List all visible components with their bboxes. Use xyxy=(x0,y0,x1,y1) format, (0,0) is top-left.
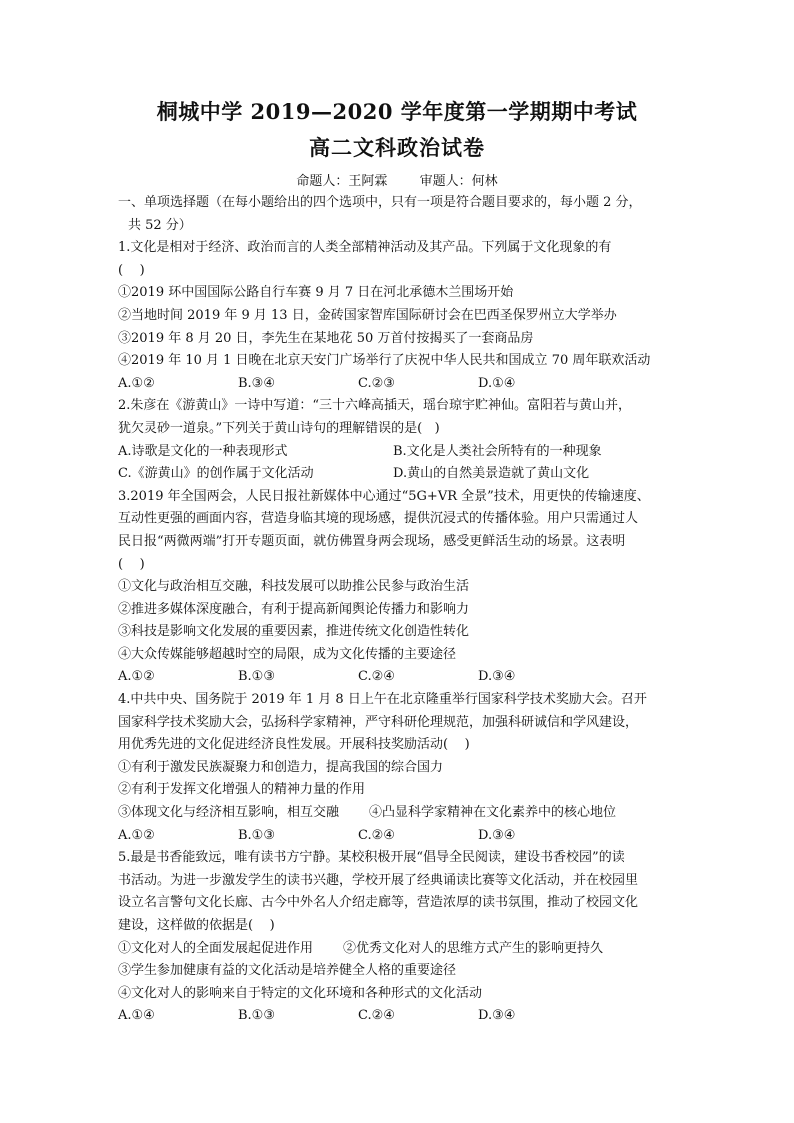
option-a[interactable]: A.①② xyxy=(118,827,155,843)
option-c[interactable]: C.②④ xyxy=(358,1008,395,1024)
q5-stem: 建设，这样做的依据是( ) xyxy=(118,918,275,933)
q5-item: ①文化对人的全面发展起促进作用 xyxy=(118,940,314,956)
q3-stem: 3.2019 年全国两会，人民日报社新媒体中心通过“5G+VR 全景”技术，用更快的传输速度、 xyxy=(118,488,650,504)
option-a[interactable]: A.①④ xyxy=(118,1008,155,1024)
q4-stem: 4.中共中央、国务院于 2019 年 1 月 8 日上午在北京隆重举行国家科学技术奖励大会。召开 xyxy=(118,692,647,708)
q1-item: ②当地时间 2019 年 9 月 13 日，金砖国家智库国际研讨会在巴西圣保罗州立大学举办 xyxy=(118,307,617,323)
q5-options xyxy=(118,1005,690,1028)
option-b[interactable]: B.③④ xyxy=(238,375,275,391)
q5-item-row xyxy=(118,938,690,961)
option-b[interactable]: B.①③ xyxy=(238,1008,275,1024)
exam-title: 桐城中学 2019—2020 学年度第一学期期中考试 xyxy=(156,99,638,124)
q3-stem: 民日报“两微两端”打开专题页面，就仿佛置身两会现场，感受更鲜活生动的场景。这表明 xyxy=(118,533,626,549)
option-b[interactable]: B.①③ xyxy=(238,669,275,685)
option-c[interactable]: C.②③ xyxy=(358,375,395,391)
q2-options-row2 xyxy=(118,463,690,486)
q1-item: ①2019 环中国国际公路自行车赛 9 月 7 日在河北承德木兰围场开始 xyxy=(118,285,514,301)
q3-options xyxy=(118,666,690,689)
q4-item-row xyxy=(118,802,690,825)
exam-subtitle: 高二文科政治试卷 xyxy=(309,135,485,160)
q1-item: ③2019 年 8 月 20 日，李先生在某地花 50 万首付按揭买了一套商品房 xyxy=(118,330,534,346)
option-d[interactable]: D.③④ xyxy=(478,827,516,843)
q5-stem: 书活动。为进一步激发学生的读书兴趣，学校开展了经典诵读比赛等文化活动，并在校园里 xyxy=(118,872,639,888)
q5-item: ③学生参加健康有益的文化活动是培养健全人格的重要途径 xyxy=(118,963,457,979)
option-c[interactable]: C.②④ xyxy=(358,827,395,843)
q3-stem: 互动性更强的画面内容，营造身临其境的现场感，提供沉浸式的传播体验。用户只需通过人 xyxy=(118,511,639,527)
exam-body xyxy=(118,192,690,1028)
q3-item: ①文化与政治相互交融，科技发展可以助推公民参与政治生活 xyxy=(118,579,470,595)
option-d[interactable]: D.③④ xyxy=(478,669,516,685)
q4-item: ②有利于发挥文化增强人的精神力量的作用 xyxy=(118,782,366,798)
q5-stem: 5.最是书香能致远，唯有读书方宁静。某校积极开展“倡导全民阅读，建设书香校园”的读 xyxy=(118,850,625,866)
q1-options xyxy=(118,373,690,396)
q5-stem: 设立名言警句文化长廊、古今中外名人介绍走廊等，营造浓厚的读书氛围，推动了校园文化 xyxy=(118,895,639,911)
q4-item: ③体现文化与经济相互影响，相互交融 xyxy=(118,805,340,821)
q1-blank: ( ) xyxy=(118,262,145,278)
q1-stem: 1.文化是相对于经济、政治而言的人类全部精神活动及其产品。下列属于文化现象的有 xyxy=(118,240,612,256)
exam-meta xyxy=(0,170,794,189)
q4-stem: 国家科学技术奖励大会，弘扬科学家精神，严守科研伦理规范，加强科研诚信和学风建设， xyxy=(118,714,639,730)
option-b[interactable]: B.①③ xyxy=(238,827,275,843)
option-d[interactable]: D.③④ xyxy=(478,1008,516,1024)
option-d[interactable]: D.①④ xyxy=(478,375,516,391)
q2-options-row1 xyxy=(118,441,690,464)
q3-item: ④大众传媒能够超越时空的局限，成为文化传播的主要途径 xyxy=(118,646,457,662)
q2-stem: 2.朱彦在《游黄山》一诗中写道：“三十六峰高插天，瑶台琼宇贮神仙。富阳若与黄山并， xyxy=(118,398,632,414)
author: 命题人：王阿霖 xyxy=(296,174,388,189)
q5-item: ④文化对人的影响来自于特定的文化环境和各种形式的文化活动 xyxy=(118,985,483,1001)
q3-item: ③科技是影响文化发展的重要因素，推进传统文化创造性转化 xyxy=(118,624,470,640)
option-c[interactable]: C.《游黄山》的创作属于文化活动 xyxy=(118,466,314,482)
q4-item: ①有利于激发民族凝聚力和创造力，提高我国的综合国力 xyxy=(118,759,444,775)
option-a[interactable]: A.①② xyxy=(118,669,155,685)
q4-item: ④凸显科学家精神在文化素养中的核心地位 xyxy=(369,805,617,821)
q3-blank: ( ) xyxy=(118,556,145,572)
q2-stem: 犹欠灵砂一道泉。”下列关于黄山诗句的理解错误的是( ) xyxy=(118,420,440,436)
option-d[interactable]: D.黄山的自然美景造就了黄山文化 xyxy=(393,466,590,482)
option-b[interactable]: B.文化是人类社会所特有的一种现象 xyxy=(393,443,602,459)
option-a[interactable]: A.诗歌是文化的一种表现形式 xyxy=(118,443,288,459)
option-c[interactable]: C.②④ xyxy=(358,669,395,685)
section-heading-cont: 共 52 分） xyxy=(128,217,192,233)
q1-item: ④2019 年 10 月 1 日晚在北京天安门广场举行了庆祝中华人民共和国成立 70 周年联欢活动 xyxy=(118,353,651,369)
q4-stem: 用优秀先进的文化促进经济良性发展。开展科技奖励活动( ) xyxy=(118,737,470,753)
q4-options xyxy=(118,825,690,848)
section-heading: 一、单项选择题（在每小题给出的四个选项中，只有一项是符合题目要求的，每小题 2 分， xyxy=(118,195,642,210)
q3-item: ②推进多媒体深度融合，有利于提高新闻舆论传播力和影响力 xyxy=(118,601,470,617)
q5-item: ②优秀文化对人的思维方式产生的影响更持久 xyxy=(343,940,604,956)
reviewer: 审题人：何林 xyxy=(419,174,498,189)
option-a[interactable]: A.①② xyxy=(118,375,155,391)
